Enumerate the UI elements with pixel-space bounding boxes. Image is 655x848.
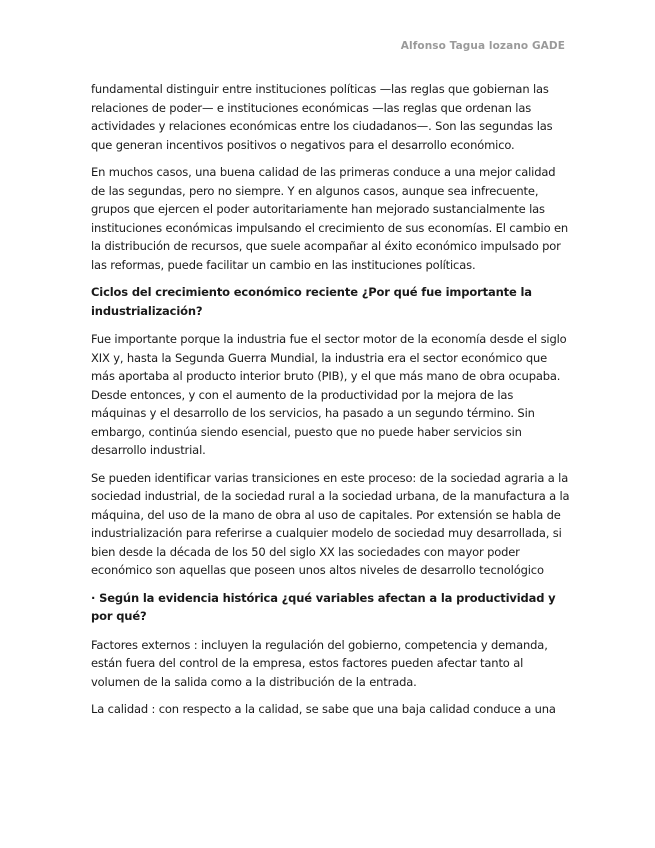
- paragraph: fundamental distinguir entre instituciones políticas —las reglas que gobiernan las relaciones de poder— e instituciones económicas —las reglas que ordenan las actividades y relaciones económicas entre los ciudadanos—. Son las segundas las que generan incentivos positivos o negativos para el desarrollo económico.: [91, 82, 553, 152]
- paragraph: Fue importante porque la industria fue el sector motor de la economía desde el siglo XIX y, hasta la Segunda Guerra Mundial, la industria era el sector económico que más aportaba al producto interior bruto (PIB), y el que más mano de obra ocupaba. Desde entonces, y con el aumento de la productividad por la mejora de las máquinas y el desarrollo de los servicios, ha pasado a un segundo término. Sin embargo, continúa siendo esencial, puesto que no puede haber servicios sin desarrollo industrial.: [91, 332, 567, 457]
- paragraph: Factores externos : incluyen la regulación del gobierno, competencia y demanda, están fuera del control de la empresa, estos factores pueden afectar tanto al volumen de la salida como a la distribución de la entrada.: [91, 637, 548, 689]
- paragraph: La calidad : con respecto a la calidad, se sabe que una baja calidad conduce a una: [91, 702, 556, 716]
- paragraph: En muchos casos, una buena calidad de las primeras conduce a una mejor calidad de las segundas, pero no siempre. Y en algunos casos, aunque sea infrecuente, grupos que ejercen el poder autoritariamente han mejorado sustancialmente las instituciones económicas impulsando el crecimiento de sus economías. El cambio en la distribución de recursos, que suele acompañar al éxito económico impulsado por las reformas, puede facilitar un cambio en las instituciones políticas.: [91, 165, 569, 272]
- paragraph: Se pueden identificar varias transiciones en este proceso: de la sociedad agraria a la sociedad industrial, de la sociedad rural a la sociedad urbana, de la manufactura a la máquina, del uso de la mano de obra al uso de capitales. Por extensión se habla de industrialización para referirse a cualquier modelo de sociedad muy desarrollada, si bien desde la década de los 50 del siglo XX las sociedades con mayor poder económico son aquellas que poseen unos altos niveles de desarrollo tecnológico: [91, 470, 570, 577]
- section-heading: · Según la evidencia histórica ¿qué variables afectan a la productividad y por qué?: [91, 590, 556, 623]
- page-header-author: Alfonso Tagua lozano GADE: [400, 40, 565, 52]
- document-body: [91, 80, 571, 728]
- section-heading: Ciclos del crecimiento económico reciente ¿Por qué fue importante la industrialización?: [91, 285, 532, 318]
